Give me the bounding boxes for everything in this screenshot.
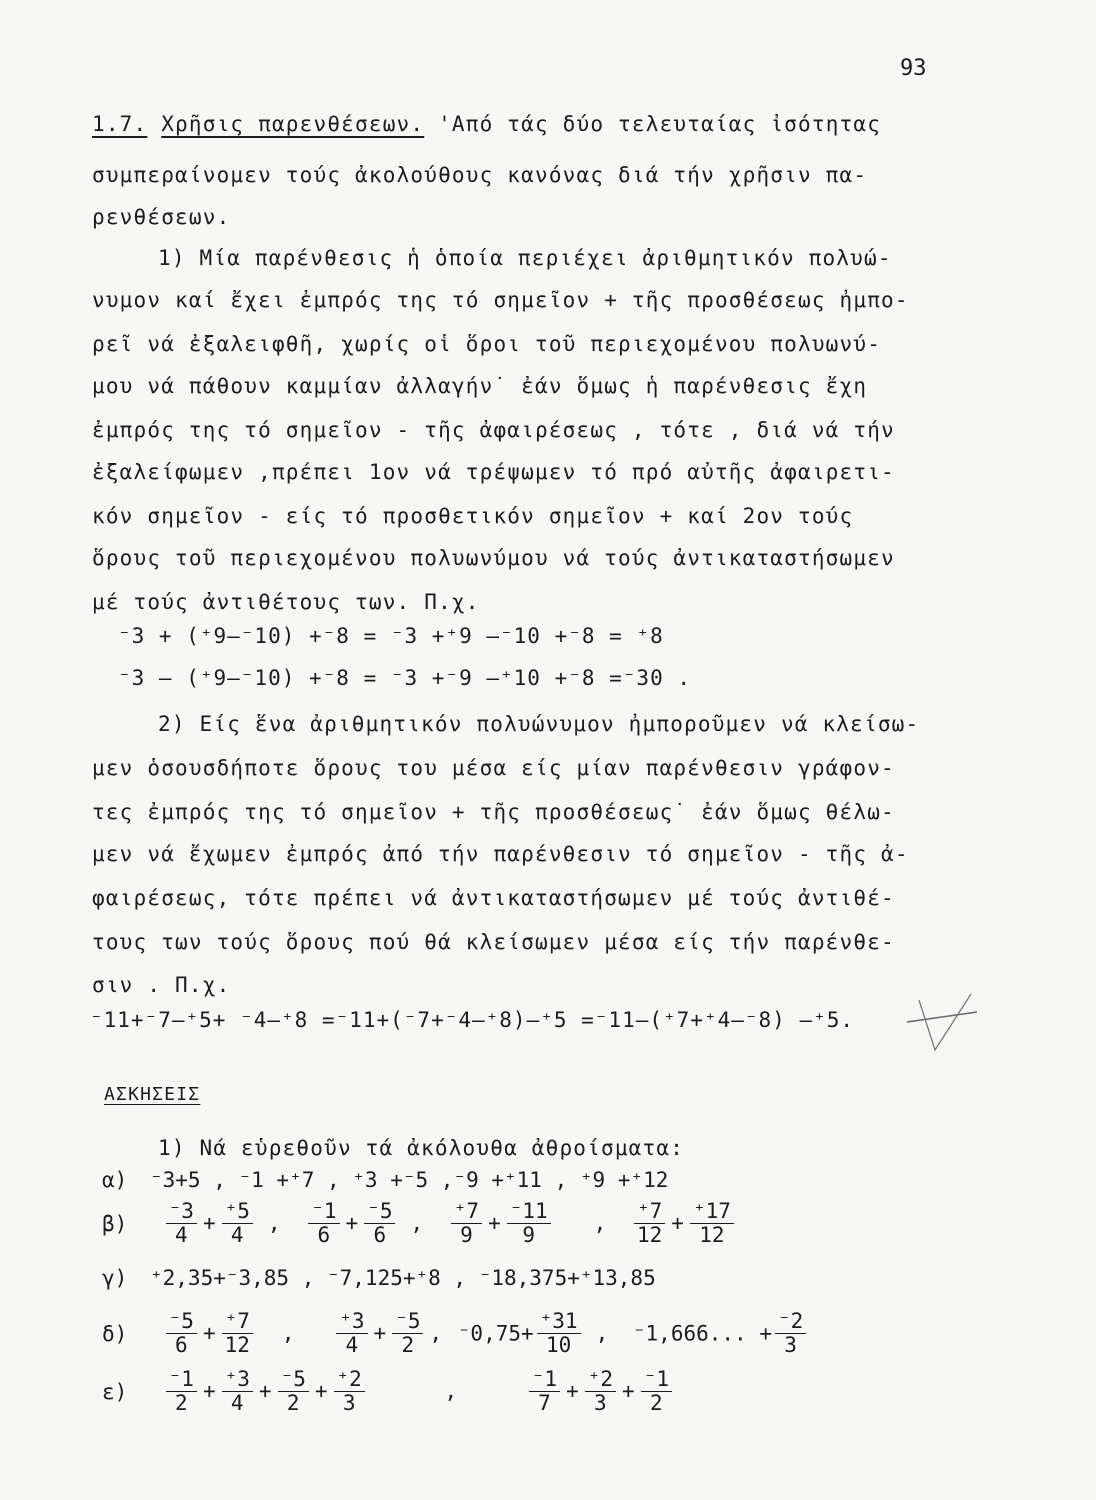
rule1-line: μου νά πάθουν καμμίαν ἀλλαγήν˙ ἐάν ὅμως ἡ παρένθεσις ἔχη <box>92 374 868 398</box>
exercise-epsilon: ε) $\frac{^-1}{2}$ + $\frac{^+3}{4}$ + $\frac{^-5}{2}$ + $\frac{^+2}{3}$ , $\frac{^-1}{7}$ + $\frac{^+2}{3}$ + $\frac{^-1}{2}$ <box>102 1368 675 1415</box>
fraction: $\frac{^-5}{6}$ <box>364 1200 395 1247</box>
fraction: $\frac{^+17}{12}$ <box>690 1200 734 1247</box>
section-title: Χρῆσις παρενθέσεων. <box>161 112 425 136</box>
section-title-number: 1.7. <box>92 112 148 136</box>
rule2-line: σιν . Π.χ. <box>92 973 231 997</box>
fraction: $\frac{^-2}{3}$ <box>775 1310 806 1357</box>
exercise-label: β) <box>102 1211 128 1236</box>
fraction: $\frac{^-1}{6}$ <box>308 1200 339 1247</box>
fraction: $\frac{^-5}{2}$ <box>278 1368 309 1415</box>
check-mark-icon <box>905 990 985 1060</box>
fraction: $\frac{^-1}{2}$ <box>166 1368 197 1415</box>
section-intro-l1: 'Από τάς δύο τελευταίας ἰσότητας <box>438 112 882 136</box>
rule2-line: 2) Είς ἕνα ἀριθμητικόν πολυώνυμον ἠμποροῦμεν νά κλείσω- <box>158 712 920 736</box>
fraction: $\frac{^+7}{12}$ <box>222 1310 253 1357</box>
rule1-line: νυμον καί ἔχει ἐμπρός της τό σημεῖον + τῆς προσθέσεως ἠμπο- <box>92 288 909 312</box>
fraction: $\frac{^-5}{6}$ <box>166 1310 197 1357</box>
exercise-question-1: 1) Νά εὑρεθοῦν τά ἀκόλουθα ἀθροίσματα: <box>158 1136 685 1160</box>
fraction: $\frac{^+7}{12}$ <box>634 1200 665 1247</box>
exercise-beta: β) $\frac{^-3}{4}$ + $\frac{^+5}{4}$ , $\frac{^-1}{6}$ + $\frac{^-5}{6}$ , $\frac{^+7}{9}$ + $\frac{^-11}{9}$ , $\frac{^+7}{12}$ + $\frac{^+17}{12}$ <box>102 1200 737 1247</box>
exercise-delta-term: ⁻1,666... + <box>632 1321 772 1346</box>
fraction: $\frac{^+5}{4}$ <box>222 1200 253 1247</box>
exercise-label: α) <box>102 1168 128 1192</box>
fraction: $\frac{^-5}{2}$ <box>392 1310 423 1357</box>
exercises-heading: ΑΣΚΗΣΕΙΣ <box>104 1084 201 1105</box>
fraction: $\frac{^+3}{4}$ <box>222 1368 253 1415</box>
rule1-line: 1) Μία παρένθεσις ἡ ὁποία περιέχει ἀριθμητικόν πολυώ- <box>158 246 892 270</box>
fraction: $\frac{^-3}{4}$ <box>166 1200 197 1247</box>
fraction: $\frac{^+31}{10}$ <box>537 1310 581 1357</box>
rule1-line: ρεῖ νά ἐξαλειφθῆ, χωρίς οἱ ὅροι τοῦ περιεχομένου πολυωνύ- <box>92 332 882 356</box>
fraction: $\frac{^+7}{9}$ <box>451 1200 482 1247</box>
fraction: $\frac{^+2}{3}$ <box>585 1368 616 1415</box>
exercise-alpha <box>102 1168 668 1192</box>
page-number: 93 <box>900 56 927 81</box>
section-intro-l3: ρενθέσεων. <box>92 205 231 229</box>
fraction: $\frac{^-11}{9}$ <box>507 1200 551 1247</box>
rule1-line: μέ τούς ἀντιθέτους των. Π.χ. <box>92 590 480 614</box>
fraction: $\frac{^+3}{4}$ <box>336 1310 367 1357</box>
exercise-label: δ) <box>102 1321 128 1346</box>
section-intro-l2: συμπεραίνομεν τούς ἀκολούθους κανόνας διά τήν χρῆσιν πα- <box>92 163 868 187</box>
section-heading-line <box>92 112 881 136</box>
rule2-line: μεν νά ἔχωμεν ἐμπρός ἀπό τήν παρένθεσιν τό σημεῖον - τῆς ἀ- <box>92 842 909 866</box>
exercise-gamma-text: ⁺2,35+⁻3,85 , ⁻7,125+⁺8 , ⁻18,375+⁺13,85 <box>150 1266 656 1290</box>
rule2-line: μεν ὁσουσδήποτε ὅρους του μέσα είς μίαν παρένθεσιν γράφον- <box>92 756 895 780</box>
exercise-label: γ) <box>102 1266 128 1290</box>
rule1-line: κόν σημεῖον - είς τό προσθετικόν σημεῖον + καί 2ον τούς <box>92 504 854 528</box>
exercise-delta-term: ⁻0,75+ <box>457 1321 534 1346</box>
exercise-gamma <box>102 1266 656 1290</box>
fraction: $\frac{^+2}{3}$ <box>334 1368 365 1415</box>
example1-line: ⁻3 + (⁺9–⁻10) +⁻8 = ⁻3 +⁺9 –⁻10 +⁻8 = ⁺8 <box>118 624 664 648</box>
exercise-delta: δ) $\frac{^-5}{6}$ + $\frac{^+7}{12}$ , $\frac{^+3}{4}$ + $\frac{^-5}{2}$ , ⁻0,75+ $\frac{^+31}{10}$ , ⁻1,666... + $\frac{^-2}{3}$ <box>102 1310 809 1357</box>
rule2-line: τες ἐμπρός της τό σημεῖον + τῆς προσθέσεως˙ ἐάν ὅμως θέλω- <box>92 800 895 824</box>
rule1-line: ἐξαλείφωμεν ,πρέπει 1ον νά τρέψωμεν τό πρό αὐτῆς ἀφαιρετι- <box>92 460 895 484</box>
rule1-line: ὅρους τοῦ περιεχομένου πολυωνύμου νά τούς ἀντικαταστήσωμεν <box>92 546 895 570</box>
exercise-label: ε) <box>102 1379 128 1404</box>
rule2-line: τους των τούς ὅρους πού θά κλείσωμεν μέσα είς τήν παρένθε- <box>92 930 895 954</box>
fraction: $\frac{^-1}{2}$ <box>641 1368 672 1415</box>
example2-line: ⁻11+⁻7–⁺5+ ⁻4–⁺8 =⁻11+(⁻7+⁻4–⁺8)–⁺5 =⁻11–(⁺7+⁺4–⁻8) –⁺5. <box>90 1008 855 1032</box>
rule1-line: ἐμπρός της τό σημεῖον - τῆς ἀφαιρέσεως , τότε , διά νά τήν <box>92 418 895 442</box>
rule2-line: φαιρέσεως, τότε πρέπει νά ἀντικαταστήσωμεν μέ τούς ἀντιθέ- <box>92 886 895 910</box>
example1-line: ⁻3 – (⁺9–⁻10) +⁻8 = ⁻3 +⁻9 –⁺10 +⁻8 =⁻30 . <box>118 666 692 690</box>
fraction: $\frac{^-1}{7}$ <box>529 1368 560 1415</box>
exercise-alpha-text: ⁻3+5 , ⁻1 +⁺7 , ⁺3 +⁻5 ,⁻9 +⁺11 , ⁺9 +⁺12 <box>150 1168 669 1192</box>
